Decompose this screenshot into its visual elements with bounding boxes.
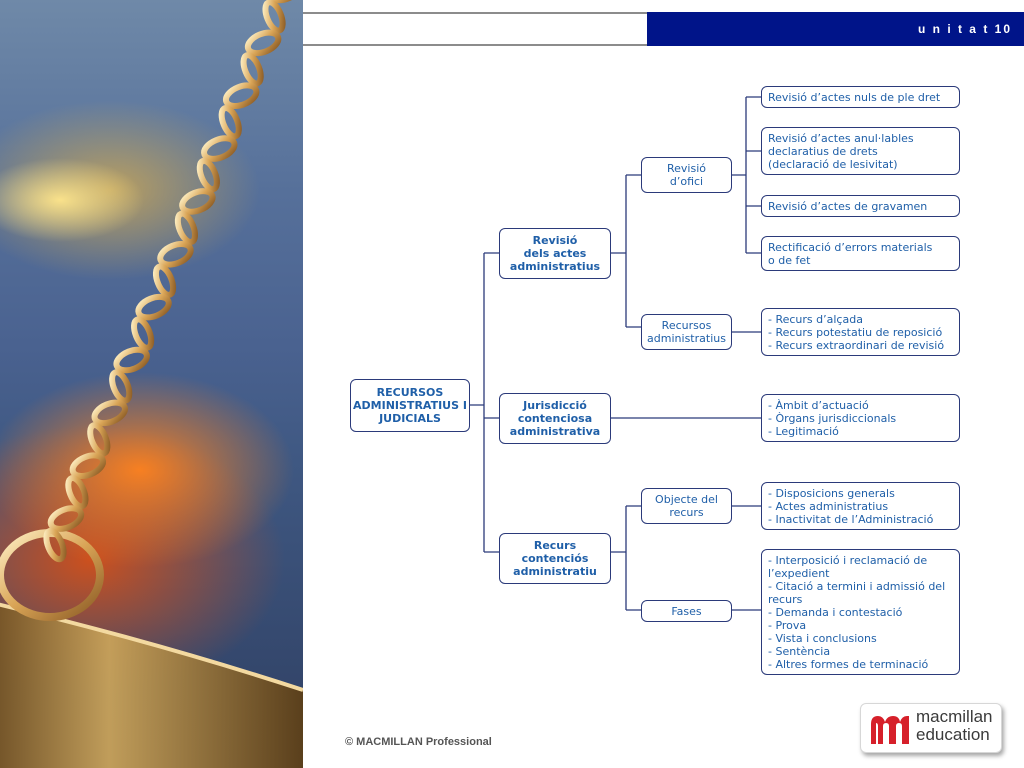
copyright-text: © MACMILLAN Professional <box>345 736 492 748</box>
list-item: - Sentència <box>768 644 831 658</box>
list-item: - Òrgans jurisdiccionals <box>768 411 897 425</box>
list-item: - Citació a termini i admissió del recurs <box>768 579 946 606</box>
node-fases-label: Fases <box>671 604 702 618</box>
list-item: - Vista i conclusions <box>768 631 877 645</box>
leaf-actes-nuls <box>761 86 960 108</box>
leaf-rectificacio-errors-label: Rectificació d’errors materials o de fet <box>768 240 933 267</box>
node-revisio-ofici-label: Revisió d’ofici <box>667 162 706 188</box>
leaf-jurisdiccio-list <box>761 394 960 442</box>
node-revisio-actes-label: Revisió dels actes administratius <box>509 234 601 273</box>
leaf-actes-gravamen <box>761 195 960 217</box>
leaf-fases-items <box>768 554 945 671</box>
leaf-objecte-items <box>768 487 933 526</box>
node-jurisdiccio <box>499 393 611 444</box>
list-item: - Interposició i reclamació de l’expedient <box>768 553 928 580</box>
leaf-actes-anullables <box>761 127 960 175</box>
node-objecte-recurs-label: Objecte del recurs <box>655 493 718 519</box>
list-item: - Demanda i contestació <box>768 605 903 619</box>
leaf-objecte-list <box>761 482 960 530</box>
node-recursos-administratius-label: Recursos administratius <box>647 319 726 345</box>
list-item: - Inactivitat de l’Administració <box>768 512 934 526</box>
list-item: - Recurs extraordinari de revisió <box>768 338 945 352</box>
list-item: - Prova <box>768 618 807 632</box>
node-recursos-administratius <box>641 314 732 350</box>
node-jurisdiccio-label: Jurisdicció contenciosa administrativa <box>509 399 601 438</box>
logo-line-1: macmillan <box>916 707 993 726</box>
root-label: RECURSOS ADMINISTRATIUS I JUDICIALS <box>353 386 467 425</box>
leaf-actes-nuls-label: Revisió d’actes nuls de ple dret <box>768 90 941 104</box>
logo-wordmark <box>916 708 993 744</box>
list-item: - Recurs d’alçada <box>768 312 863 326</box>
leaf-rectificacio-errors <box>761 236 960 271</box>
logo-line-2: education <box>916 725 990 744</box>
leaf-recursos-items <box>768 313 944 352</box>
leaf-actes-anullables-label: Revisió d’actes anul·lables declaratius de drets (declaració de lesivitat) <box>768 131 914 171</box>
leaf-recursos-list <box>761 308 960 356</box>
unit-label: u n i t a t 10 <box>917 22 1012 36</box>
macmillan-logo-icon <box>869 712 911 746</box>
list-item: - Altres formes de terminació <box>768 657 929 671</box>
root-node <box>350 379 470 432</box>
leaf-actes-gravamen-label: Revisió d’actes de gravamen <box>768 199 928 213</box>
node-revisio-actes <box>499 228 611 279</box>
node-recurs-contencios-label: Recurs contenciós administratiu <box>513 539 597 578</box>
node-revisio-ofici <box>641 157 732 193</box>
node-objecte-recurs <box>641 488 732 524</box>
node-recurs-contencios <box>499 533 611 584</box>
list-item: - Àmbit d’actuació <box>768 398 869 412</box>
list-item: - Recurs potestatiu de reposició <box>768 325 943 339</box>
list-item: - Disposicions generals <box>768 486 895 500</box>
list-item: - Legitimació <box>768 424 839 438</box>
macmillan-logo <box>860 703 1002 753</box>
list-item: - Actes administratius <box>768 499 889 513</box>
leaf-fases-list <box>761 549 960 675</box>
leaf-jurisdiccio-items <box>768 399 896 438</box>
node-fases <box>641 600 732 622</box>
